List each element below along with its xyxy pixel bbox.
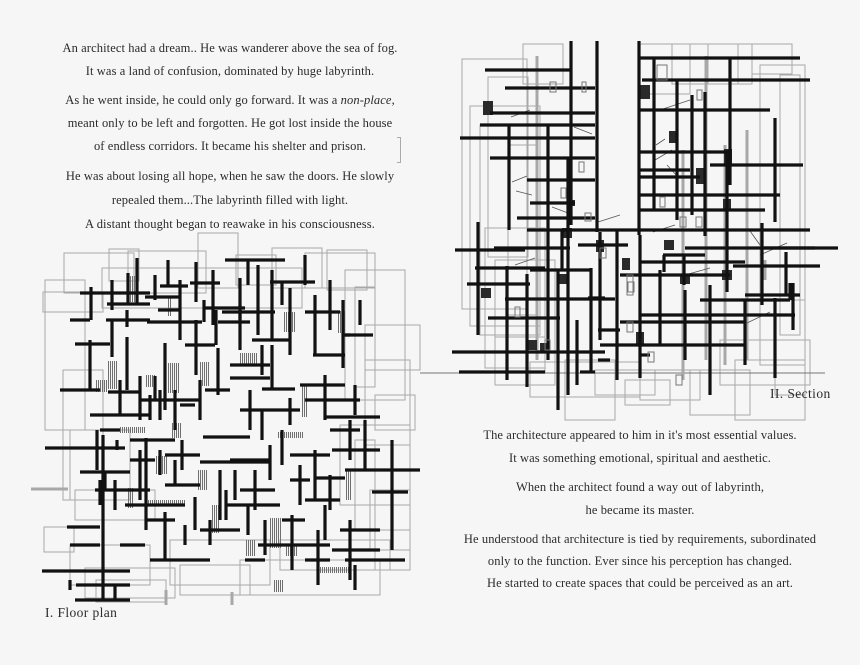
text-line: An architect had a dream.. He was wanderer above the sea of fog. <box>62 41 398 55</box>
text-line: of endless corridors. It became his shelter and prison. <box>93 139 367 153</box>
text-line: When the architect found a way out of labyrinth, <box>515 480 765 494</box>
outro-paragraph-1 <box>440 424 840 470</box>
text-line: A distant thought began to reawake in his consciousness. <box>85 217 375 231</box>
section-outlines <box>462 44 810 420</box>
emphasis-non-place: non-place <box>340 93 392 107</box>
text-line: meant only to be left and forgotten. He got lost inside the house <box>67 116 393 130</box>
text-fragment: , <box>391 93 395 107</box>
text-line: It was a land of confusion, dominated by huge labyrinth. <box>85 64 375 78</box>
text-line: he became its master. <box>585 503 695 517</box>
section-caption: II. Section <box>770 386 831 401</box>
outro-paragraph-2 <box>440 476 840 522</box>
text-line: The architecture appeared to him in it's most essential values. <box>483 428 797 442</box>
text-line: He understood that architecture is tied by requirements, subordinated <box>463 532 817 546</box>
text-line: It was something emotional, spiritual and aesthetic. <box>508 451 772 465</box>
outro-paragraph-3 <box>440 528 840 594</box>
text-line: He started to create spaces that could be perceived as an art. <box>486 576 794 590</box>
text-fragment: As he went inside, he could only go forward. It was a <box>65 93 341 107</box>
text-line: repealed them...The labyrinth filled with light. <box>111 193 349 207</box>
text-line: He was about losing all hope, when he saw the doors. He slowly <box>65 169 395 183</box>
floor-plan-walls <box>42 255 420 600</box>
text-line: only to the function. Ever since his perception has changed. <box>487 554 793 568</box>
floor-plan-caption: I. Floor plan <box>45 605 118 620</box>
outro-text <box>440 424 840 600</box>
